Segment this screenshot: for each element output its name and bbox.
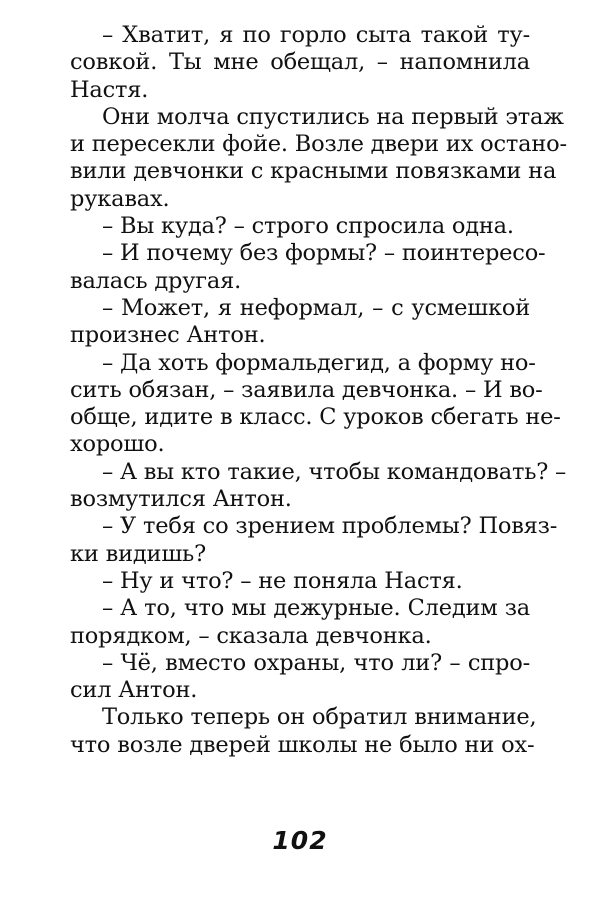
text-line: вили девчонки с красными повязками на [70, 158, 557, 185]
text-line: хорошо. [70, 431, 165, 458]
text-line: валась другая. [70, 267, 242, 294]
text-line: – Вы куда? – строго спросила одна. [102, 213, 514, 240]
text-line: Настя. [70, 76, 149, 103]
text-line: сить обязан, – заявила девчонка. – И во- [70, 376, 543, 403]
text-line: – А вы кто такие, чтобы командовать? – [102, 458, 567, 485]
text-line: совкой. Ты мне обещал, – напомнила [70, 49, 530, 76]
text-line: что возле дверей школы не было ни ох- [70, 731, 535, 758]
page-number: 102 [272, 826, 328, 855]
text-line: сил Антон. [70, 677, 198, 704]
text-line: – Хватит, я по горло сыта такой ту- [102, 22, 530, 48]
text-line: возмутился Антон. [70, 486, 292, 513]
text-line: – Чё, вместо охраны, что ли? – спро- [102, 649, 530, 676]
text-line: – Да хоть формальдегид, а форму но- [102, 349, 536, 376]
text-line: порядком, – сказала девчонка. [70, 622, 432, 649]
text-line: Только теперь он обратил внимание, [102, 704, 537, 731]
text-line: Они молча спустились на первый этаж [102, 103, 564, 130]
text-line: и пересекли фойе. Возле двери их остано- [70, 131, 567, 158]
text-line: – Может, я неформал, – с усмешкой [102, 294, 530, 321]
text-line: – И почему без формы? – поинтересо- [102, 240, 546, 267]
text-line: рукавах. [70, 185, 170, 212]
body-text [70, 22, 567, 759]
text-line: – Ну и что? – не поняла Настя. [102, 567, 463, 594]
text-line: произнес Антон. [70, 322, 266, 349]
text-line: ки видишь? [70, 540, 206, 567]
text-line: – У тебя со зрением проблемы? Повяз- [102, 513, 558, 540]
text-line: – А то, что мы дежурные. Следим за [102, 595, 530, 622]
text-line: обще, идите в класс. С уроков сбегать не- [70, 404, 561, 431]
